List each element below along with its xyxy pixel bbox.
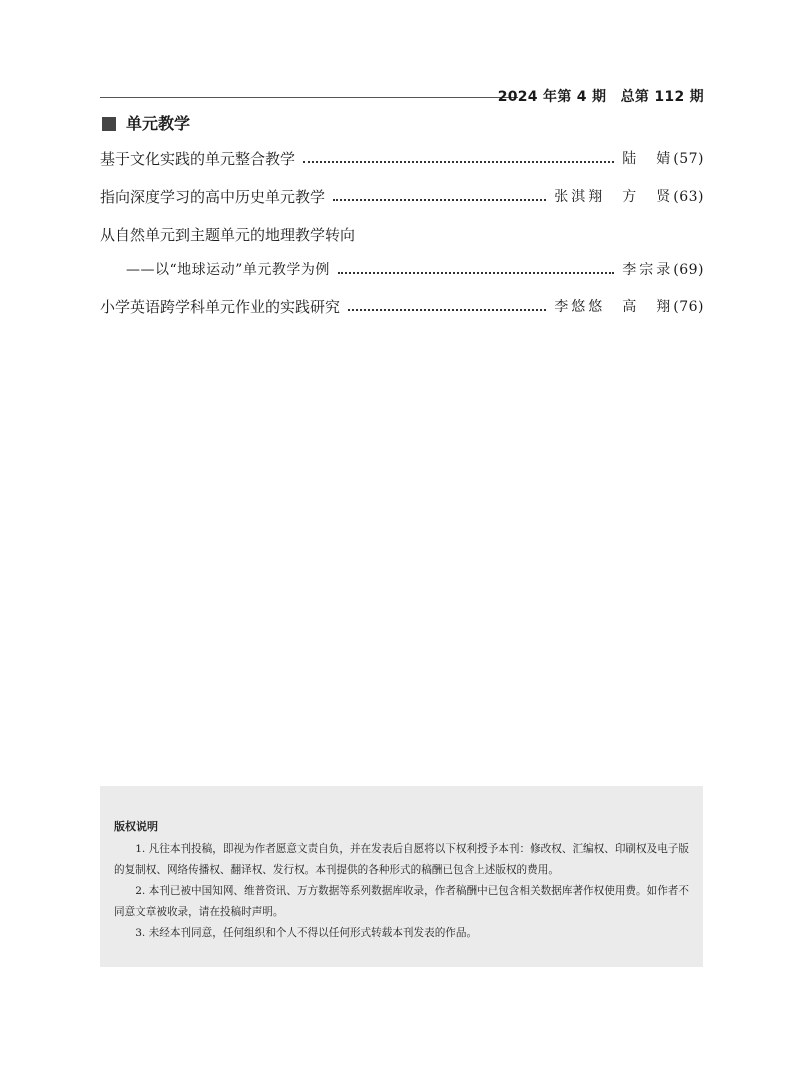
toc-title: 从自然单元到主题单元的地理教学转向 <box>100 226 356 244</box>
toc-page-number: (76) <box>673 299 704 315</box>
copyright-notice <box>100 786 703 967</box>
copyright-paragraph: 2. 本刊已被中国知网、维普资讯、万方数据等系列数据库收录，作者稿酬中已包含相关数据库著作权使用费。如作者不同意文章被收录，请在投稿时声明。 <box>114 885 689 918</box>
toc-page-number: (57) <box>673 151 704 167</box>
toc-page-number: (69) <box>673 262 704 278</box>
copyright-paragraph: 3. 未经本刊同意，任何组织和个人不得以任何形式转载本刊发表的作品。 <box>135 927 478 939</box>
toc-author: 张淇翔 方 贤 <box>554 189 674 205</box>
toc-subtitle: ——以“地球运动”单元教学为例 <box>126 262 330 278</box>
copyright-paragraph: 1. 凡往本刊投稿，即视为作者愿意文责自负，并在发表后自愿将以下权利授予本刊：修改权、汇编权、印刷权及电子版的复制权、网络传播权、翻译权、发行权。本刊提供的各种形式的稿酬已包含上述版权的费用。 <box>114 843 689 876</box>
issue-label: 2024 年第 4 期 总第 112 期 <box>497 89 704 105</box>
toc-page-number: (63) <box>673 189 704 205</box>
toc-author: 陆 婧 <box>622 151 674 167</box>
toc-entry[interactable] <box>100 296 704 318</box>
toc-title: 指向深度学习的高中历史单元教学 <box>100 188 326 206</box>
toc-entry[interactable] <box>100 148 704 170</box>
dot-leader <box>338 272 614 274</box>
toc-author: 李宗录 <box>622 262 674 278</box>
header-rule <box>100 97 518 98</box>
toc-entry[interactable] <box>100 186 704 208</box>
page-header <box>100 88 704 106</box>
copyright-heading: 版权说明 <box>114 820 158 833</box>
toc-subentry[interactable] <box>100 259 704 281</box>
dot-leader <box>333 199 546 201</box>
section-square-icon <box>102 117 116 131</box>
section-title: 单元教学 <box>126 114 191 133</box>
dot-leader <box>303 161 614 163</box>
toc-title: 基于文化实践的单元整合教学 <box>100 150 296 168</box>
toc-author: 李悠悠 高 翔 <box>554 299 674 315</box>
dot-leader <box>348 309 546 311</box>
toc-title: 小学英语跨学科单元作业的实践研究 <box>100 298 341 316</box>
toc-entry[interactable] <box>100 224 704 246</box>
